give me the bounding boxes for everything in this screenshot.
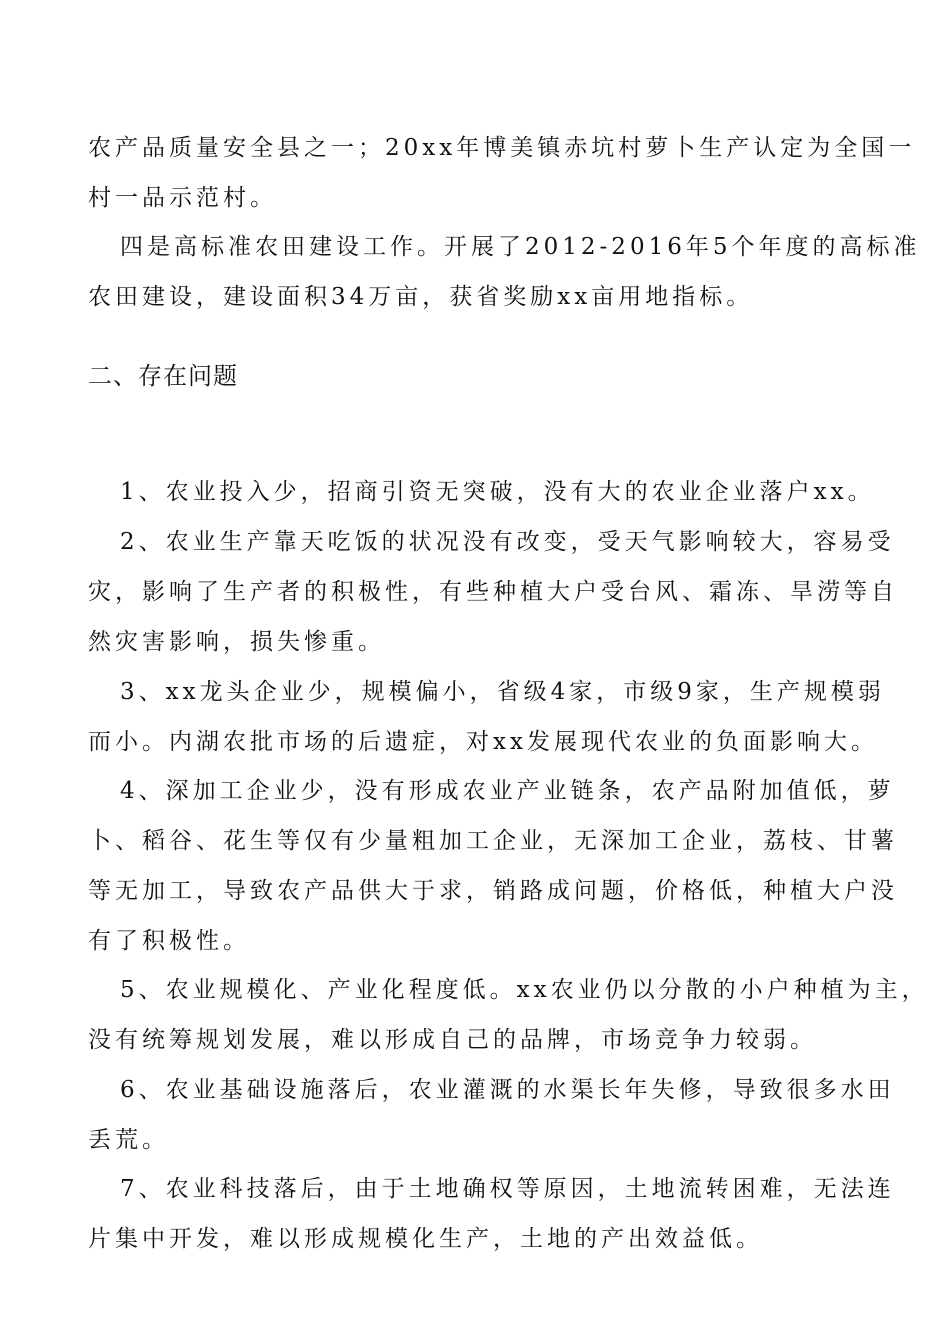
problem-line: 而小。内湖农批市场的后遗症，对xx发展现代农业的负面影响大。	[88, 729, 878, 755]
problem-line: 4、深加工企业少，没有形成农业产业链条，农产品附加值低，萝	[120, 778, 895, 804]
problem-line: 2、农业生产靠天吃饭的状况没有改变，受天气影响较大，容易受	[120, 529, 895, 555]
problem-line: 丢荒。	[88, 1127, 169, 1153]
problem-line: 7、农业科技落后，由于土地确权等原因，土地流转困难，无法连	[120, 1176, 895, 1202]
problem-line: 卜、稻谷、花生等仅有少量粗加工企业，无深加工企业，荔枝、甘薯	[88, 828, 898, 854]
text-line: 四是高标准农田建设工作。开展了2012-2016年5个年度的高标准	[120, 234, 921, 260]
problem-line: 然灾害影响，损失惨重。	[88, 629, 385, 655]
text-line: 农产品质量安全县之一；20xx年博美镇赤坑村萝卜生产认定为全国一	[88, 135, 916, 161]
problem-line: 5、农业规模化、产业化程度低。xx农业仍以分散的小户种植为主，	[120, 977, 929, 1003]
problem-line: 6、农业基础设施落后，农业灌溉的水渠长年失修，导致很多水田	[120, 1077, 895, 1103]
problem-line: 有了积极性。	[88, 928, 250, 954]
section-heading: 二、存在问题	[88, 362, 238, 390]
problem-line: 灾，影响了生产者的积极性，有些种植大户受台风、霜冻、旱涝等自	[88, 579, 898, 605]
problem-line: 片集中开发，难以形成规模化生产，土地的产出效益低。	[88, 1226, 763, 1252]
problem-line: 3、xx龙头企业少，规模偏小，省级4家，市级9家，生产规模弱	[120, 679, 885, 705]
problem-line: 等无加工，导致农产品供大于求，销路成问题，价格低，种植大户没	[88, 878, 898, 904]
text-line: 农田建设，建设面积34万亩，获省奖励xx亩用地指标。	[88, 284, 754, 310]
problem-line: 1、农业投入少，招商引资无突破，没有大的农业企业落户xx。	[120, 479, 875, 505]
text-line: 村一品示范村。	[88, 185, 277, 211]
problem-line: 没有统筹规划发展，难以形成自己的品牌，市场竞争力较弱。	[88, 1027, 817, 1053]
